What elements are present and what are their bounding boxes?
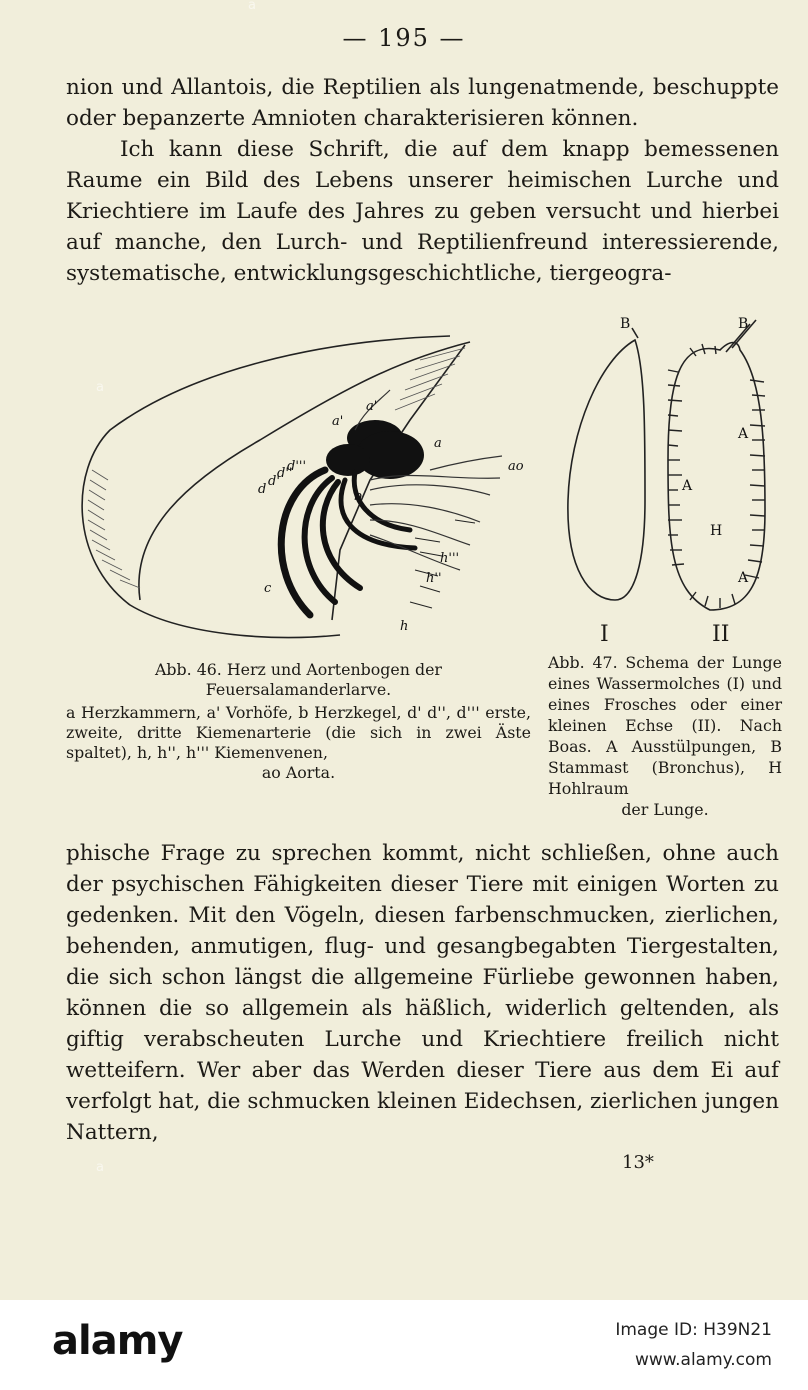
- paragraph-2: Ich kann diese Schrift, die auf dem knapp bemessenen Raume ein Bild des Lebens unserer heimischen Lurche und Kriechtiere im Laufe des Jahres zu geben versucht und hierbei auf manche, den Lurch- und Reptilienfreund interessierende, systematische, entwicklungsgeschichtliche, tiergeogra-: [66, 137, 779, 286]
- label-B-I: B: [620, 316, 631, 332]
- alamy-logo[interactable]: alamy: [52, 1318, 183, 1364]
- label-A-upper: A: [738, 426, 749, 442]
- watermark-mark: a: [96, 1160, 104, 1175]
- label-a: a: [434, 436, 442, 451]
- label-d-double: d'': [277, 466, 293, 481]
- text-block-bottom: [66, 838, 779, 1148]
- label-d-prime: d': [268, 474, 280, 489]
- figure-47-caption-body: Abb. 47. Schema der Lunge eines Wassermolches (I) und eines Frosches oder einer kleinen Echse (II). Nach Boas. A Ausstülpungen, B Stammast (Bronchus), H Hohlraum: [548, 653, 782, 798]
- figure-46-caption: [66, 660, 531, 783]
- lung-I-outline: [568, 340, 645, 600]
- label-d-triple: d''': [287, 459, 307, 474]
- watermark-mark: a: [96, 380, 104, 395]
- aortic-arches: [281, 470, 415, 615]
- label-a-prime-top: a': [366, 399, 378, 414]
- label-roman-I: I: [600, 622, 609, 647]
- watermark-mark: a: [248, 0, 256, 13]
- label-c: c: [264, 581, 272, 596]
- label-A-lower: A: [738, 570, 749, 586]
- figure-47-caption-last: der Lunge.: [621, 800, 709, 819]
- label-roman-II: II: [712, 622, 730, 647]
- lung-II-outline: [668, 343, 765, 611]
- text-block-top: [66, 72, 779, 289]
- label-h-double: h'': [426, 571, 442, 586]
- site-url[interactable]: www.alamy.com: [634, 1350, 772, 1370]
- label-a-prime: a': [332, 414, 344, 429]
- paragraph-3: phische Frage zu sprechen kommt, nicht schließen, ohne auch der psychischen Fähigkeiten dieser Tiere mit einigen Worten zu gedenken. Mit den Vögeln, diesen farbenschmucken, zierlichen, behenden, anmutigen, flug- und gesangbegabten Tiergestalten, die sich schon längst die allgemeine Fürliebe gewonnen haben, können die so allgemein als häßlich, widerlich geltenden, als giftig verabscheuten Lurche und Kriechtiere freilich nicht wetteifern. Wer aber das Werden dieser Tiere aus dem Ei auf verfolgt hat, die schmucken kleinen Eidechsen, zierlichen jungen Nattern,: [66, 841, 779, 1145]
- label-b: b: [354, 489, 363, 504]
- lung-II-folds: [668, 344, 765, 608]
- label-ao: ao: [508, 459, 524, 474]
- figure-46-caption-last: ao Aorta.: [261, 763, 336, 782]
- label-d: d: [258, 482, 267, 497]
- paragraph-1: nion und Allantois, die Reptilien als lungenatmende, beschuppte oder bepanzerte Amnioten charakterisieren können.: [66, 75, 779, 131]
- page-number: — 195 —: [342, 24, 466, 52]
- image-id: Image ID: H39N21: [615, 1320, 772, 1340]
- label-B-II: B: [738, 316, 749, 332]
- label-h-triple: h''': [440, 551, 460, 566]
- figure-47-lung-schema: [560, 310, 775, 655]
- figure-46-heart-diagram: [70, 330, 555, 650]
- signature-mark: 13*: [622, 1152, 654, 1173]
- lung-I-bronchus: [632, 328, 638, 338]
- stock-footer: [0, 1300, 808, 1390]
- figure-46-caption-head: Abb. 46. Herz und Aortenbogen der Feuersalamanderlarve.: [155, 660, 442, 699]
- label-h: h: [400, 619, 409, 634]
- label-A-left: A: [682, 478, 693, 494]
- figure-47-caption: [548, 652, 782, 820]
- figure-46-caption-body: a Herzkammern, a' Vorhöfe, b Herzkegel, d' d'', d''' erste, zweite, dritte Kiemenarterie (die sich in zwei Äste spaltet), h, h'', h''' Kiemenvenen,: [66, 703, 531, 762]
- label-H: H: [710, 523, 723, 539]
